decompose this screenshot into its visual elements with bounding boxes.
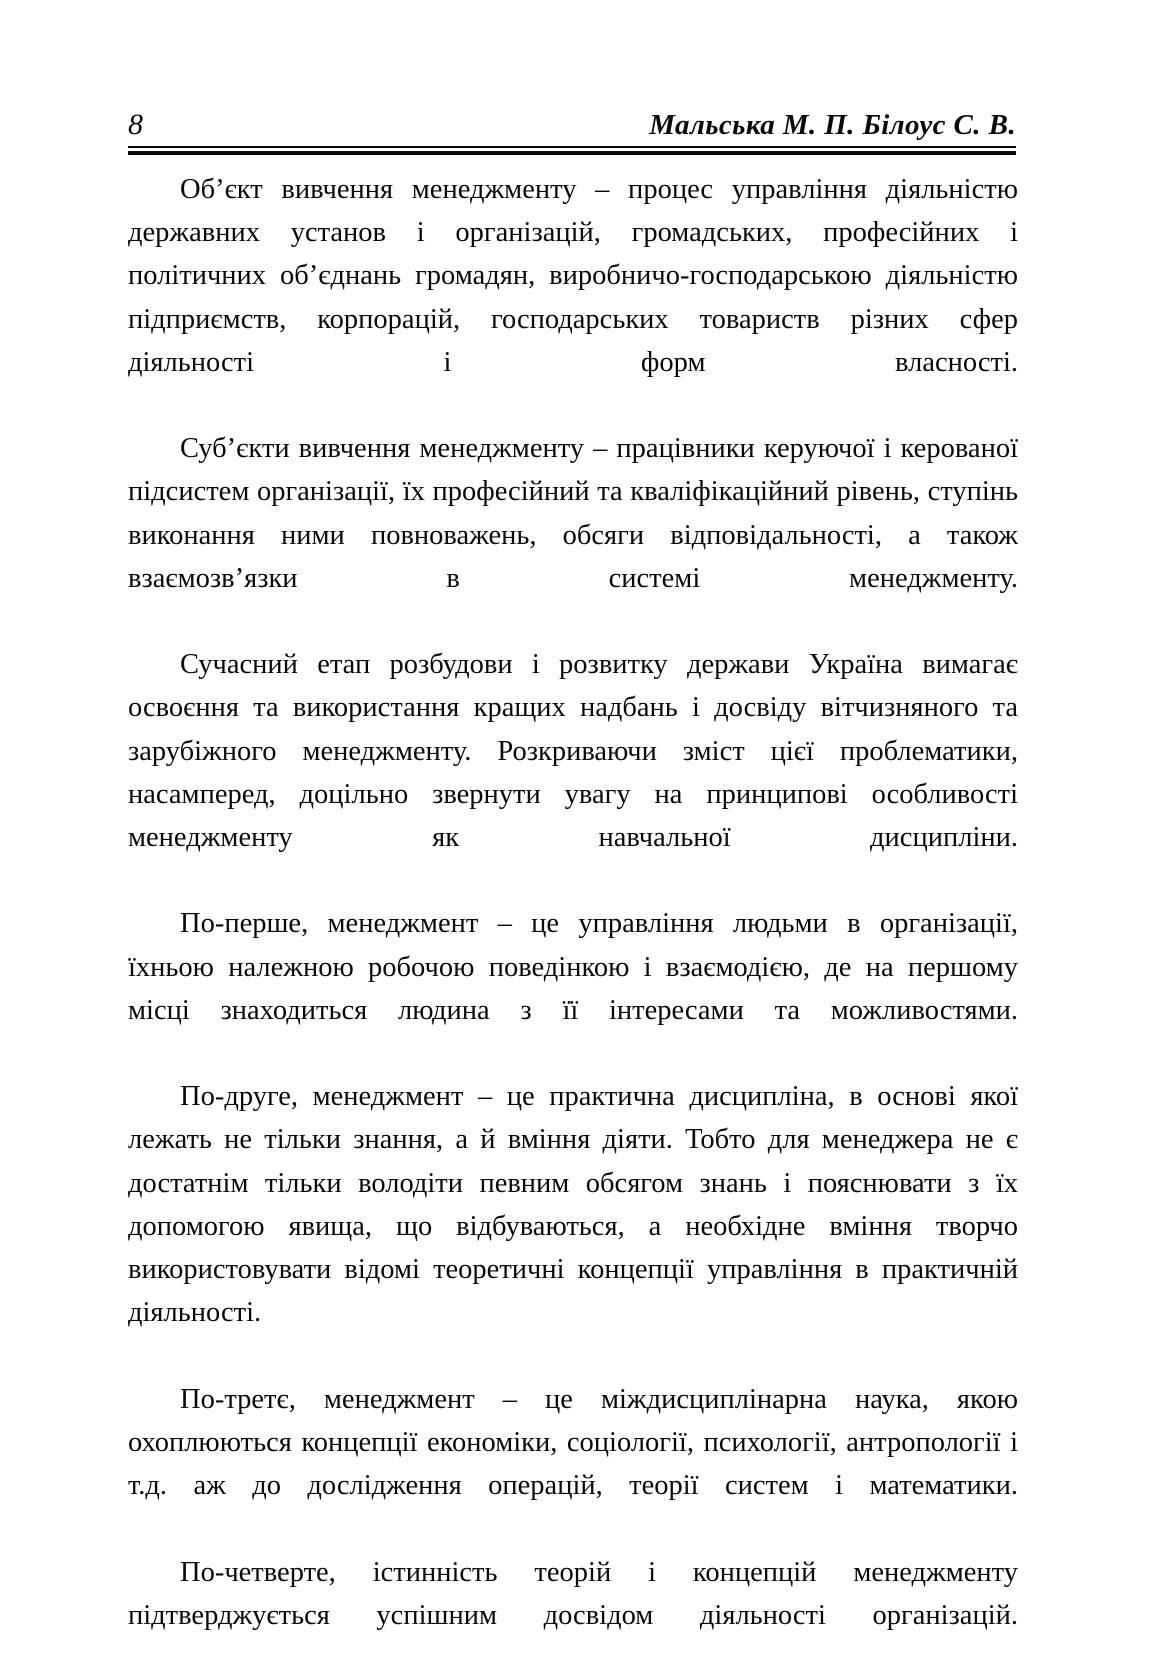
paragraph: По-четверте, істинність теорій і концепцій менеджменту підтверджується успішним досвідом діяльності організацій. [128, 1556, 1018, 1631]
paragraph: Суб’єкти вивчення менеджменту – працівники керуючої і керованої підсистем організації, їх професійний та кваліфікаційний рівень, ступінь виконання ними повноважень, обсяги відповідальності, а також взаємозв’язки в системі менеджменту. [128, 433, 1018, 594]
paragraph: По-друге, менеджмент – це практична дисципліна, в основі якої лежать не тільки знання, а й вміння діяти. Тобто для менеджера не є достатнім тільки володіти певним обсягом знань і пояснювати з їх допомогою явища, що відбуваються, а необхідне вміння творчо використовувати відомі теоретичні концепції управління в практичній діяльності. [128, 1081, 1018, 1329]
header-double-rule [128, 146, 1016, 155]
rule-thick-line [128, 151, 1016, 155]
paragraph: По-перше, менеджмент – це управління людьми в організації, їхньою належною робочою поведінкою і взаємодією, де на першому місці знаходиться людина з її інтересами та можливостями. [128, 908, 1018, 1026]
body-text-column [128, 168, 1018, 1654]
paragraph: По-третє, менеджмент – це міждисциплінарна наука, якою охоплюються концепції економіки, соціології, психології, антропології і т.д. аж до дослідження операцій, теорії систем і математики. [128, 1383, 1018, 1502]
paragraph: Сучасний етап розбудови і розвитку держави Україна вимагає освоєння та використання кращих надбань і досвіду вітчизняного та зарубіжного менеджменту. Розкриваючи зміст цієї проблематики, насамперед, доцільно звернути увагу на принципові особливості менеджменту як навчальної дисципліни. [128, 649, 1018, 854]
running-head-authors: Мальська М. П. Білоус С. В. [649, 109, 1016, 141]
page-number: 8 [128, 108, 144, 141]
running-header [128, 92, 1016, 140]
paragraph: Об’єкт вивчення менеджменту – процес управління діяльністю державних установ і організацій, громадських, професійних і політичних об’єднань громадян, виробничо-господарською діяльністю підприємств, корпорацій, господарських товариств різних сфер діяльності і форм власності. [128, 174, 1018, 378]
